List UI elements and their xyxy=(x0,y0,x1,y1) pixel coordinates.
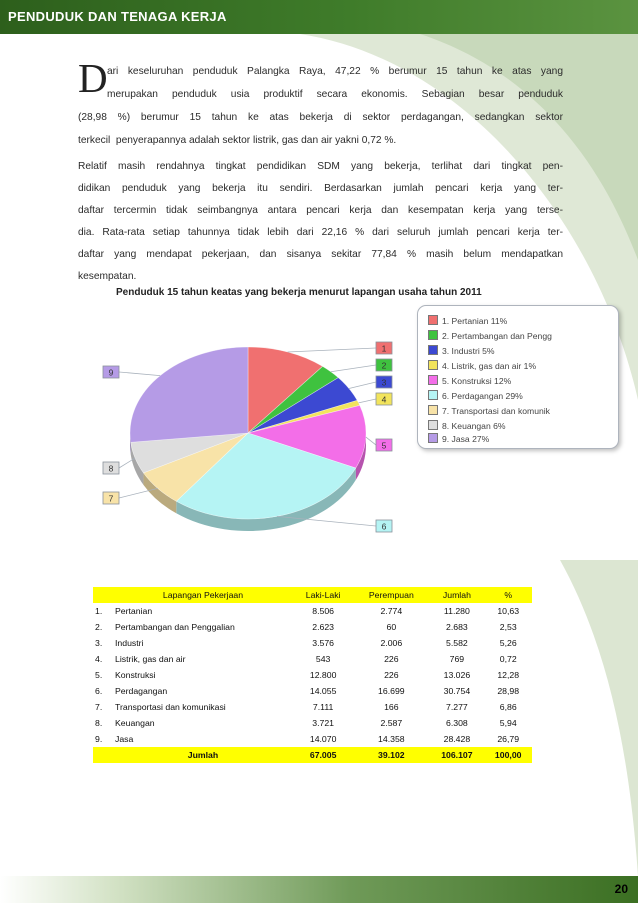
legend-swatch xyxy=(428,345,438,355)
row-number: 5. xyxy=(95,670,103,680)
legend-label: 5. Konstruksi 12% xyxy=(442,376,512,386)
row-sector: Transportasi dan komunikasi xyxy=(115,702,226,712)
pie-callout-line xyxy=(366,437,376,445)
legend-swatch xyxy=(428,433,438,443)
row-total: 11.280 xyxy=(443,606,470,616)
row-male: 3.576 xyxy=(312,638,335,648)
row-male: 3.721 xyxy=(312,718,335,728)
legend-item xyxy=(428,390,523,404)
table-row xyxy=(93,635,532,651)
row-male: 543 xyxy=(315,654,331,664)
row-male: 14.070 xyxy=(309,734,337,744)
pie-slice-label: 1 xyxy=(381,343,387,354)
row-male: 12.800 xyxy=(309,670,337,680)
row-number: 2. xyxy=(95,622,103,632)
row-male: 7.111 xyxy=(312,702,334,712)
legend-swatch xyxy=(428,330,438,340)
legend-label: 4. Listrik, gas dan air 1% xyxy=(442,361,537,371)
legend-label: 9. Jasa 27% xyxy=(442,434,490,444)
row-sector: Keuangan xyxy=(115,718,155,728)
pie-callout-line xyxy=(288,348,376,352)
pie-slice-label: 5 xyxy=(381,440,387,451)
table-header-row xyxy=(93,587,532,603)
row-total: 2.683 xyxy=(446,622,468,632)
legend-swatch xyxy=(428,360,438,370)
legend-item xyxy=(428,345,495,359)
legend-swatch xyxy=(428,315,438,325)
pie-slice-label: 3 xyxy=(381,377,387,388)
table-header-cell: Laki-Laki xyxy=(293,587,353,603)
row-sector: Konstruksi xyxy=(115,670,156,680)
legend-swatch xyxy=(428,420,438,430)
decor-swoosh-bottom xyxy=(560,560,638,876)
row-sector: Listrik, gas dan air xyxy=(115,654,186,664)
row-number: 9. xyxy=(95,734,103,744)
legend-item xyxy=(428,405,550,419)
row-total: 5.582 xyxy=(446,638,468,648)
section-title: PENDUDUK DAN TENAGA KERJA xyxy=(8,9,227,24)
row-total: 30.754 xyxy=(443,686,471,696)
row-female: 226 xyxy=(384,654,399,664)
pie-slice-label: 8 xyxy=(108,463,114,474)
legend-label: 7. Transportasi dan komunik xyxy=(442,406,550,416)
table-row xyxy=(93,683,532,699)
row-female: 226 xyxy=(384,670,399,680)
table-header-cell: % xyxy=(484,587,532,603)
pie-callout-line xyxy=(349,382,376,388)
row-total: 6.308 xyxy=(446,718,468,728)
table-row xyxy=(93,731,532,747)
row-female: 16.699 xyxy=(378,686,405,696)
paragraph2-line: daftar tercermin tidak seimbangnya antara pencari kerja dan kesempatan kerja yang terse- xyxy=(78,205,563,216)
row-percent: 10,63 xyxy=(497,606,520,616)
row-sector: Pertambangan dan Penggalian xyxy=(115,622,235,632)
page-number: 20 xyxy=(614,882,628,896)
row-number: 8. xyxy=(95,718,103,728)
pie-slice-label: 2 xyxy=(381,360,387,371)
total-total: 106.107 xyxy=(429,747,484,763)
table-row xyxy=(93,715,532,731)
legend-swatch xyxy=(428,405,438,415)
row-total: 13.026 xyxy=(443,670,471,680)
legend-item xyxy=(428,315,507,329)
row-percent: 0,72 xyxy=(499,654,517,664)
employment-table xyxy=(93,587,532,763)
row-sector: Perdagangan xyxy=(115,686,168,696)
legend-label: 1. Pertanian 11% xyxy=(442,316,508,326)
row-percent: 2,53 xyxy=(499,622,517,632)
table-total-row xyxy=(93,747,532,763)
table-header-cell: Perempuan xyxy=(353,587,429,603)
chart-title: Penduduk 15 tahun keatas yang bekerja menurut lapangan usaha tahun 2011 xyxy=(116,287,482,298)
legend-swatch xyxy=(428,375,438,385)
drop-cap: D xyxy=(78,55,108,101)
pie-slice xyxy=(130,347,248,442)
paragraph2-line: kesempatan. xyxy=(78,271,137,282)
row-percent: 5,94 xyxy=(499,718,517,728)
page-footer xyxy=(0,876,638,903)
row-number: 7. xyxy=(95,702,103,712)
paragraph2-line: didikan penduduk yang bekerja itu sendiri. Berdasarkan jumlah pencari kerja yang ter- xyxy=(78,183,563,194)
legend-item xyxy=(428,375,511,389)
row-percent: 26,79 xyxy=(497,734,520,744)
pie-callout-line xyxy=(119,372,160,376)
row-percent: 12,28 xyxy=(497,670,520,680)
row-female: 166 xyxy=(384,702,399,712)
row-total: 769 xyxy=(449,654,465,664)
row-sector: Industri xyxy=(115,638,144,648)
chart-legend xyxy=(417,305,619,449)
row-number: 3. xyxy=(95,638,103,648)
row-sector: Jasa xyxy=(115,734,134,744)
row-female: 14.358 xyxy=(378,734,405,744)
row-female: 2.587 xyxy=(380,718,403,728)
table-row xyxy=(93,603,532,619)
row-male: 2.623 xyxy=(312,622,335,632)
row-percent: 5,26 xyxy=(499,638,517,648)
pie-callout-line xyxy=(331,365,376,372)
legend-item xyxy=(428,433,489,447)
total-male: 67.005 xyxy=(293,747,353,763)
paragraph2-line: Relatif masih rendahnya tingkat pendidikan SDM yang bekerja, terlihat dari tingkat pen- xyxy=(78,161,563,172)
paragraph2-line: daftar yang mendapat pekerjaan, dan sisanya sekitar 77,84 % masih belum mendapatkan xyxy=(78,249,563,260)
legend-label: 8. Keuangan 6% xyxy=(442,421,506,431)
paragraph1-line: ari keseluruhan penduduk Palangka Raya, 47,22 % berumur 15 tahun ke atas yang xyxy=(107,66,563,77)
total-percent: 100,00 xyxy=(484,747,532,763)
paragraph1-line: merupakan penduduk usia produktif secara ekonomis. Sebagian besar penduduk xyxy=(107,89,563,100)
row-male: 14.055 xyxy=(309,686,337,696)
row-female: 60 xyxy=(386,622,397,632)
pie-slice-label: 6 xyxy=(381,521,387,532)
row-percent: 28,98 xyxy=(497,686,520,696)
row-female: 2.774 xyxy=(380,606,403,616)
pie-slice-label: 4 xyxy=(381,394,387,405)
pie-callout-line xyxy=(359,399,376,403)
total-label: Jumlah xyxy=(113,747,293,763)
table-row xyxy=(93,651,532,667)
row-total: 28.428 xyxy=(443,734,471,744)
table-header-cell: Jumlah xyxy=(429,587,484,603)
paragraph1-line: terkecil penyerapannya adalah sektor listrik, gas dan air yakni 0,72 %. xyxy=(78,135,397,146)
pie-slice-label: 9 xyxy=(108,367,114,378)
row-number: 1. xyxy=(95,606,103,616)
table-row xyxy=(93,619,532,635)
legend-label: 2. Pertambangan dan Pengg xyxy=(442,331,552,341)
table-row xyxy=(93,667,532,683)
legend-item xyxy=(428,330,552,344)
legend-item xyxy=(428,360,536,374)
paragraph1-line: (28,98 %) berumur 15 tahun ke atas bekerja di sektor perdagangan, sedangkan sektor xyxy=(78,112,563,123)
row-female: 2.006 xyxy=(380,638,403,648)
row-number: 6. xyxy=(95,686,103,696)
row-number: 4. xyxy=(95,654,103,664)
pie-slice-label: 7 xyxy=(108,493,114,504)
legend-item xyxy=(428,420,506,434)
paragraph2-line: dia. Rata-rata setiap tahunnya tidak lebih dari 22,16 % dari seluruh jumlah pencari kerja ter- xyxy=(78,227,563,238)
row-total: 7.277 xyxy=(446,702,468,712)
legend-swatch xyxy=(428,390,438,400)
row-male: 8.506 xyxy=(312,606,335,616)
total-spacer xyxy=(93,747,113,763)
legend-label: 6. Perdagangan 29% xyxy=(442,391,523,401)
table-header-cell xyxy=(93,587,113,603)
legend-label: 3. Industri 5% xyxy=(442,346,495,356)
table-header-cell: Lapangan Pekerjaan xyxy=(113,587,293,603)
row-sector: Pertanian xyxy=(115,606,153,616)
total-female: 39.102 xyxy=(353,747,429,763)
row-percent: 6,86 xyxy=(499,702,517,712)
table-row xyxy=(93,699,532,715)
